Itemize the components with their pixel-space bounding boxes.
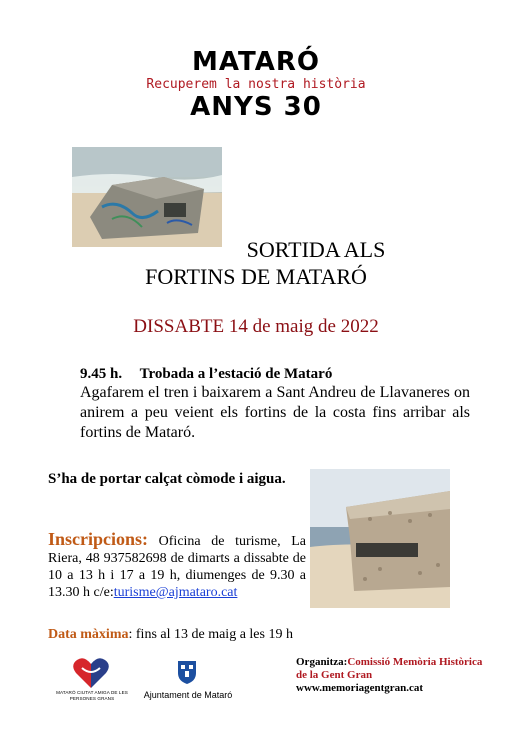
inscriptions-label: Inscripcions: <box>48 529 149 549</box>
inscriptions-place: Oficina de turisme, La Riera, 48 <box>48 534 307 566</box>
event-title-line2: FORTINS DE MATARÓ <box>145 264 367 289</box>
brand-title-top: MATARÓ <box>192 47 320 77</box>
meeting-line <box>80 365 332 383</box>
inscriptions-details: 937582698 de dimarts a dissabte de 10 a 13 h i 17 a 19 h, diumenges de 9.30 a 13.30 h c/e: <box>48 551 306 600</box>
deadline-label: Data màxima <box>48 627 129 642</box>
city-council-caption: Ajuntament de Mataró <box>143 690 233 700</box>
brand-tagline: Recuperem la nostra història <box>146 77 366 92</box>
brand-title-bottom: ANYS 30 <box>190 92 322 122</box>
event-title-line1: SORTIDA ALS <box>246 237 386 262</box>
meeting-description: Agafarem el tren i baixarem a Sant Andreu de Llavaneres on anirem a peu veient els fortins de la costa fins arribar als fortins de Mataró. <box>80 384 470 441</box>
organizer-block <box>296 656 496 695</box>
heart-logo-icon <box>72 656 110 690</box>
website-text: www.memoriagentgran.cat <box>296 682 424 694</box>
event-date: DISSABTE 14 de maig de 2022 <box>133 316 379 337</box>
bunker-photo-bottom <box>310 469 450 608</box>
advice-text: S’ha de portar calçat còmode i aigua. <box>48 471 286 487</box>
organizer-label: Organitza: <box>296 656 348 668</box>
inscriptions-block <box>48 531 306 601</box>
deadline-line <box>48 626 293 643</box>
bunker-photo-top <box>72 147 222 247</box>
deadline-text: : fins al 13 de maig a les 19 h <box>128 627 293 642</box>
email-link[interactable]: turisme@ajmataro.cat <box>113 585 238 600</box>
meeting-time: 9.45 h. <box>80 366 123 382</box>
city-shield-icon <box>176 659 198 685</box>
meeting-place: Trobada a l’estació de Mataró <box>139 366 333 382</box>
organizer-name: Comissió Memòria Històrica de la Gent Gran <box>296 656 483 681</box>
logo-heart-caption: MATARÓ CIUTAT AMIGA DE LES PERSONES GRANS <box>56 690 128 701</box>
